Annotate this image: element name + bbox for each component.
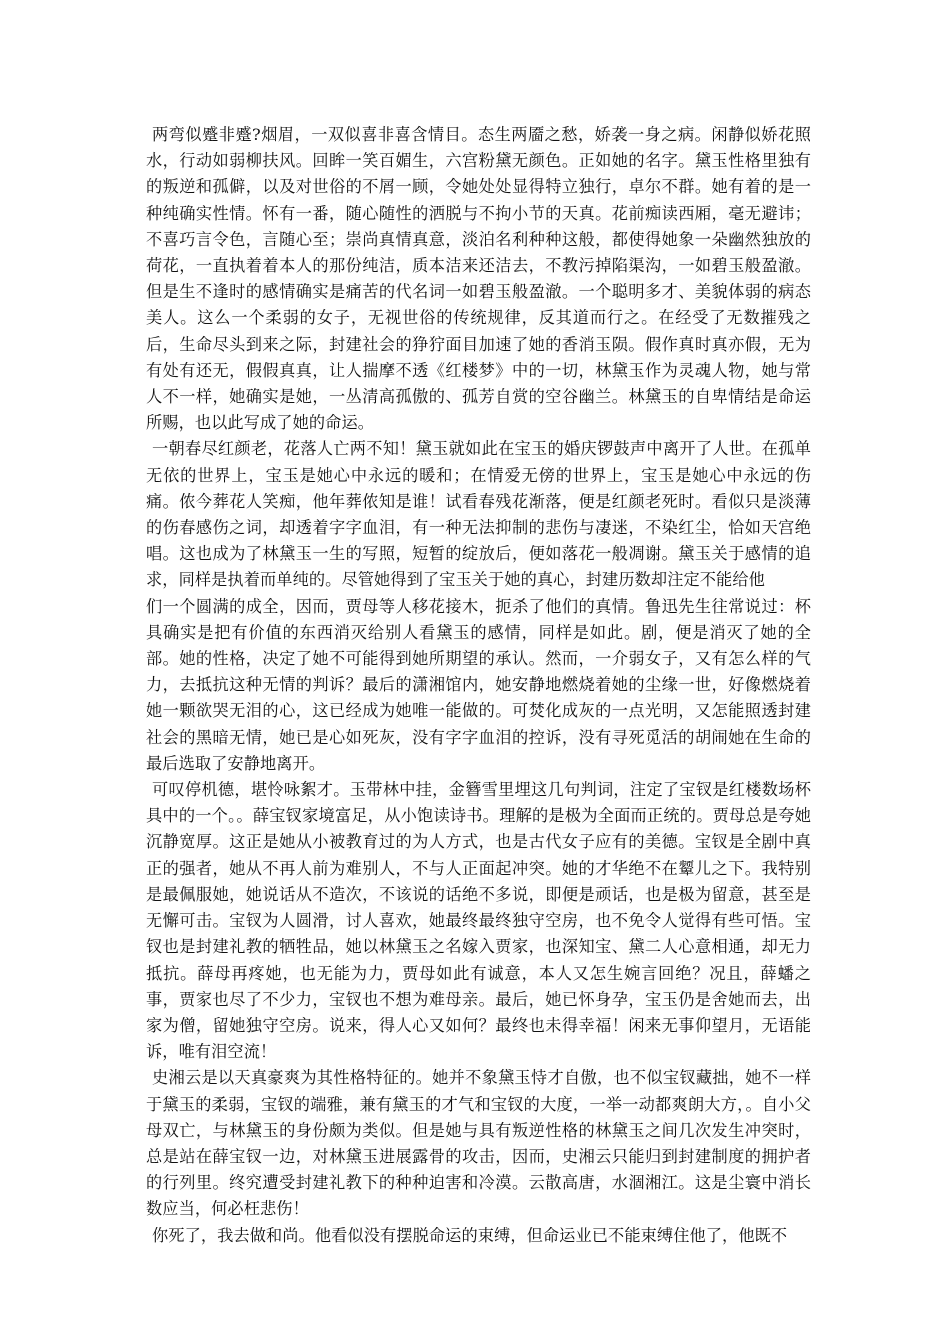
paragraph-daiyu-tragedy: 们一个圆满的成全，因而，贾母等人移花接木，扼杀了他们的真情。鲁迅先生往常说过：杯具确实是把有价值的东西消灭给别人看黛玉的感情，同样是如此。剧，便是消灭了她的全部。她的性格，决定了她不可能得到她所期望的承认。然而，一介弱女子，又有怎么样的气力，去抵抗这种无情的判诉？最后的潇湘馆内，她安静地燃烧着她的尘缘一世，好像燃烧着她一颗欲哭无泪的心，这已经成为她唯一能做的。可焚化成灰的一点光明，又怎能照透封建社会的黑暗无情，她已是心如死灰，没有字字血泪的控诉，没有寻死觅活的胡闹她在生命的最后选取了安静地离开。 (146, 596, 811, 773)
paragraph-baoyu: 你死了，我去做和尚。他看似没有摆脱命运的束缚，但命运业已不能束缚住他了，他既不 (152, 1225, 788, 1245)
paragraph-daiyu-fate: 一朝春尽红颜老，花落人亡两不知！黛玉就如此在宝玉的婚庆锣鼓声中离开了人世。在孤单无依的世界上，宝玉是她心中永远的暖和；在情爱无傍的世界上，宝玉是她心中永远的伤痛。侬今葬花人笑痴，他年葬侬知是谁！试看春残花渐落，便是红颜老死时。看似只是淡薄的伤春感伤之词，却透着字字血泪，有一种无法抑制的悲伤与凄迷，不染红尘，恰如天宫绝唱。这也成为了林黛玉一生的写照，短暂的绽放后，便如落花一般凋谢。黛玉关于感情的追求，同样是执着而单纯的。尽管她得到了宝玉关于她的真心，封建历数却注定不能给他 (146, 439, 811, 590)
paragraph-daiyu-portrait: 两弯似蹙非蹙?烟眉，一双似喜非喜含情目。态生两靥之愁，娇袭一身之病。闲静似娇花照水，行动如弱柳扶风。回眸一笑百媚生，六宫粉黛无颜色。正如她的名字。黛玉性格里独有的叛逆和孤僻，以及对世俗的不屑一顾，令她处处显得特立独行，卓尔不群。她有着的是一种纯确实性情。怀有一番，随心随性的洒脱与不拘小节的天真。花前痴读西厢，毫无避讳；不喜巧言令色，言随心至；崇尚真情真意，淡泊名利种种这般，都使得她象一朵幽然独放的荷花，一直执着着本人的那份纯洁，质本洁来还洁去，不教污掉陷渠沟，一如碧玉般盈澈。但是生不逢时的感情确实是痛苦的代名词一如碧玉般盈澈。一个聪明多才、美貌体弱的病态美人。这么一个柔弱的女子，无视世俗的传统规律，反其道而行之。在经受了无数摧残之后，生命尽头到来之际，封建社会的狰狞面目加速了她的香消玉陨。假作真时真亦假，无为有处有还无，假假真真，让人揣摩不透《红楼梦》中的一切，林黛玉作为灵魂人物，她与常人不一样，她确实是她，一丛清高孤傲的、孤芳自赏的空谷幽兰。林黛玉的自卑情结是命运所赐，也以此写成了她的命运。 (146, 125, 811, 433)
paragraph-baochai: 可叹停机德，堪怜咏絮才。玉带林中挂，金簪雪里埋这几句判词，注定了宝钗是红楼数场杯具中的一个。。薛宝钗家境富足，从小饱读诗书。理解的是极为全面而正统的。贾母总是夸她沉静宽厚。这正是她从小被教育过的为人方式，也是古代女子应有的美德。宝钗是全剧中真正的强者，她从不再人前为难别人，不与人正面起冲突。她的才华绝不在颦儿之下。我特别是最佩服她，她说话从不造次，不该说的话绝不多说，即便是顽话，也是极为留意，甚至是无懈可击。宝钗为人圆滑，讨人喜欢，她最终最终独守空房，也不免令人觉得有些可悟。宝钗也是封建礼教的牺牲品，她以林黛玉之名嫁入贾家，也深知宝、黛二人心意相通，却无力抵抗。薛母再疼她，也无能为力，贾母如此有诚意，本人又怎生婉言回绝？况且，薛蟠之事，贾家也尽了不少力，宝钗也不想为难母亲。最后，她已怀身孕，宝玉仍是舍她而去，出家为僧，留她独守空房。说来，得人心又如何？最终也未得幸福！闲来无事仰望月，无语能诉，唯有泪空流！ (146, 780, 811, 1062)
paragraph-xiangyun: 史湘云是以天真豪爽为其性格特征的。她并不象黛玉恃才自傲，也不似宝钗藏拙，她不一样于黛玉的柔弱，宝钗的端雅，兼有黛玉的才气和宝钗的大度，一举一动都爽朗大方，。自小父母双亡，与林黛玉的身份颇为类似。但是她与具有叛逆性格的林黛玉之间几次发生冲突时，总是站在薛宝钗一边，对林黛玉进展露骨的攻击，因而，史湘云只能归到封建制度的拥护者的行列里。终究遭受封建礼教下的种种迫害和冷漠。云散高唐，水涸湘江。这是尘寰中消长数应当，何必枉悲伤！ (146, 1068, 811, 1219)
document-body (146, 122, 811, 1249)
